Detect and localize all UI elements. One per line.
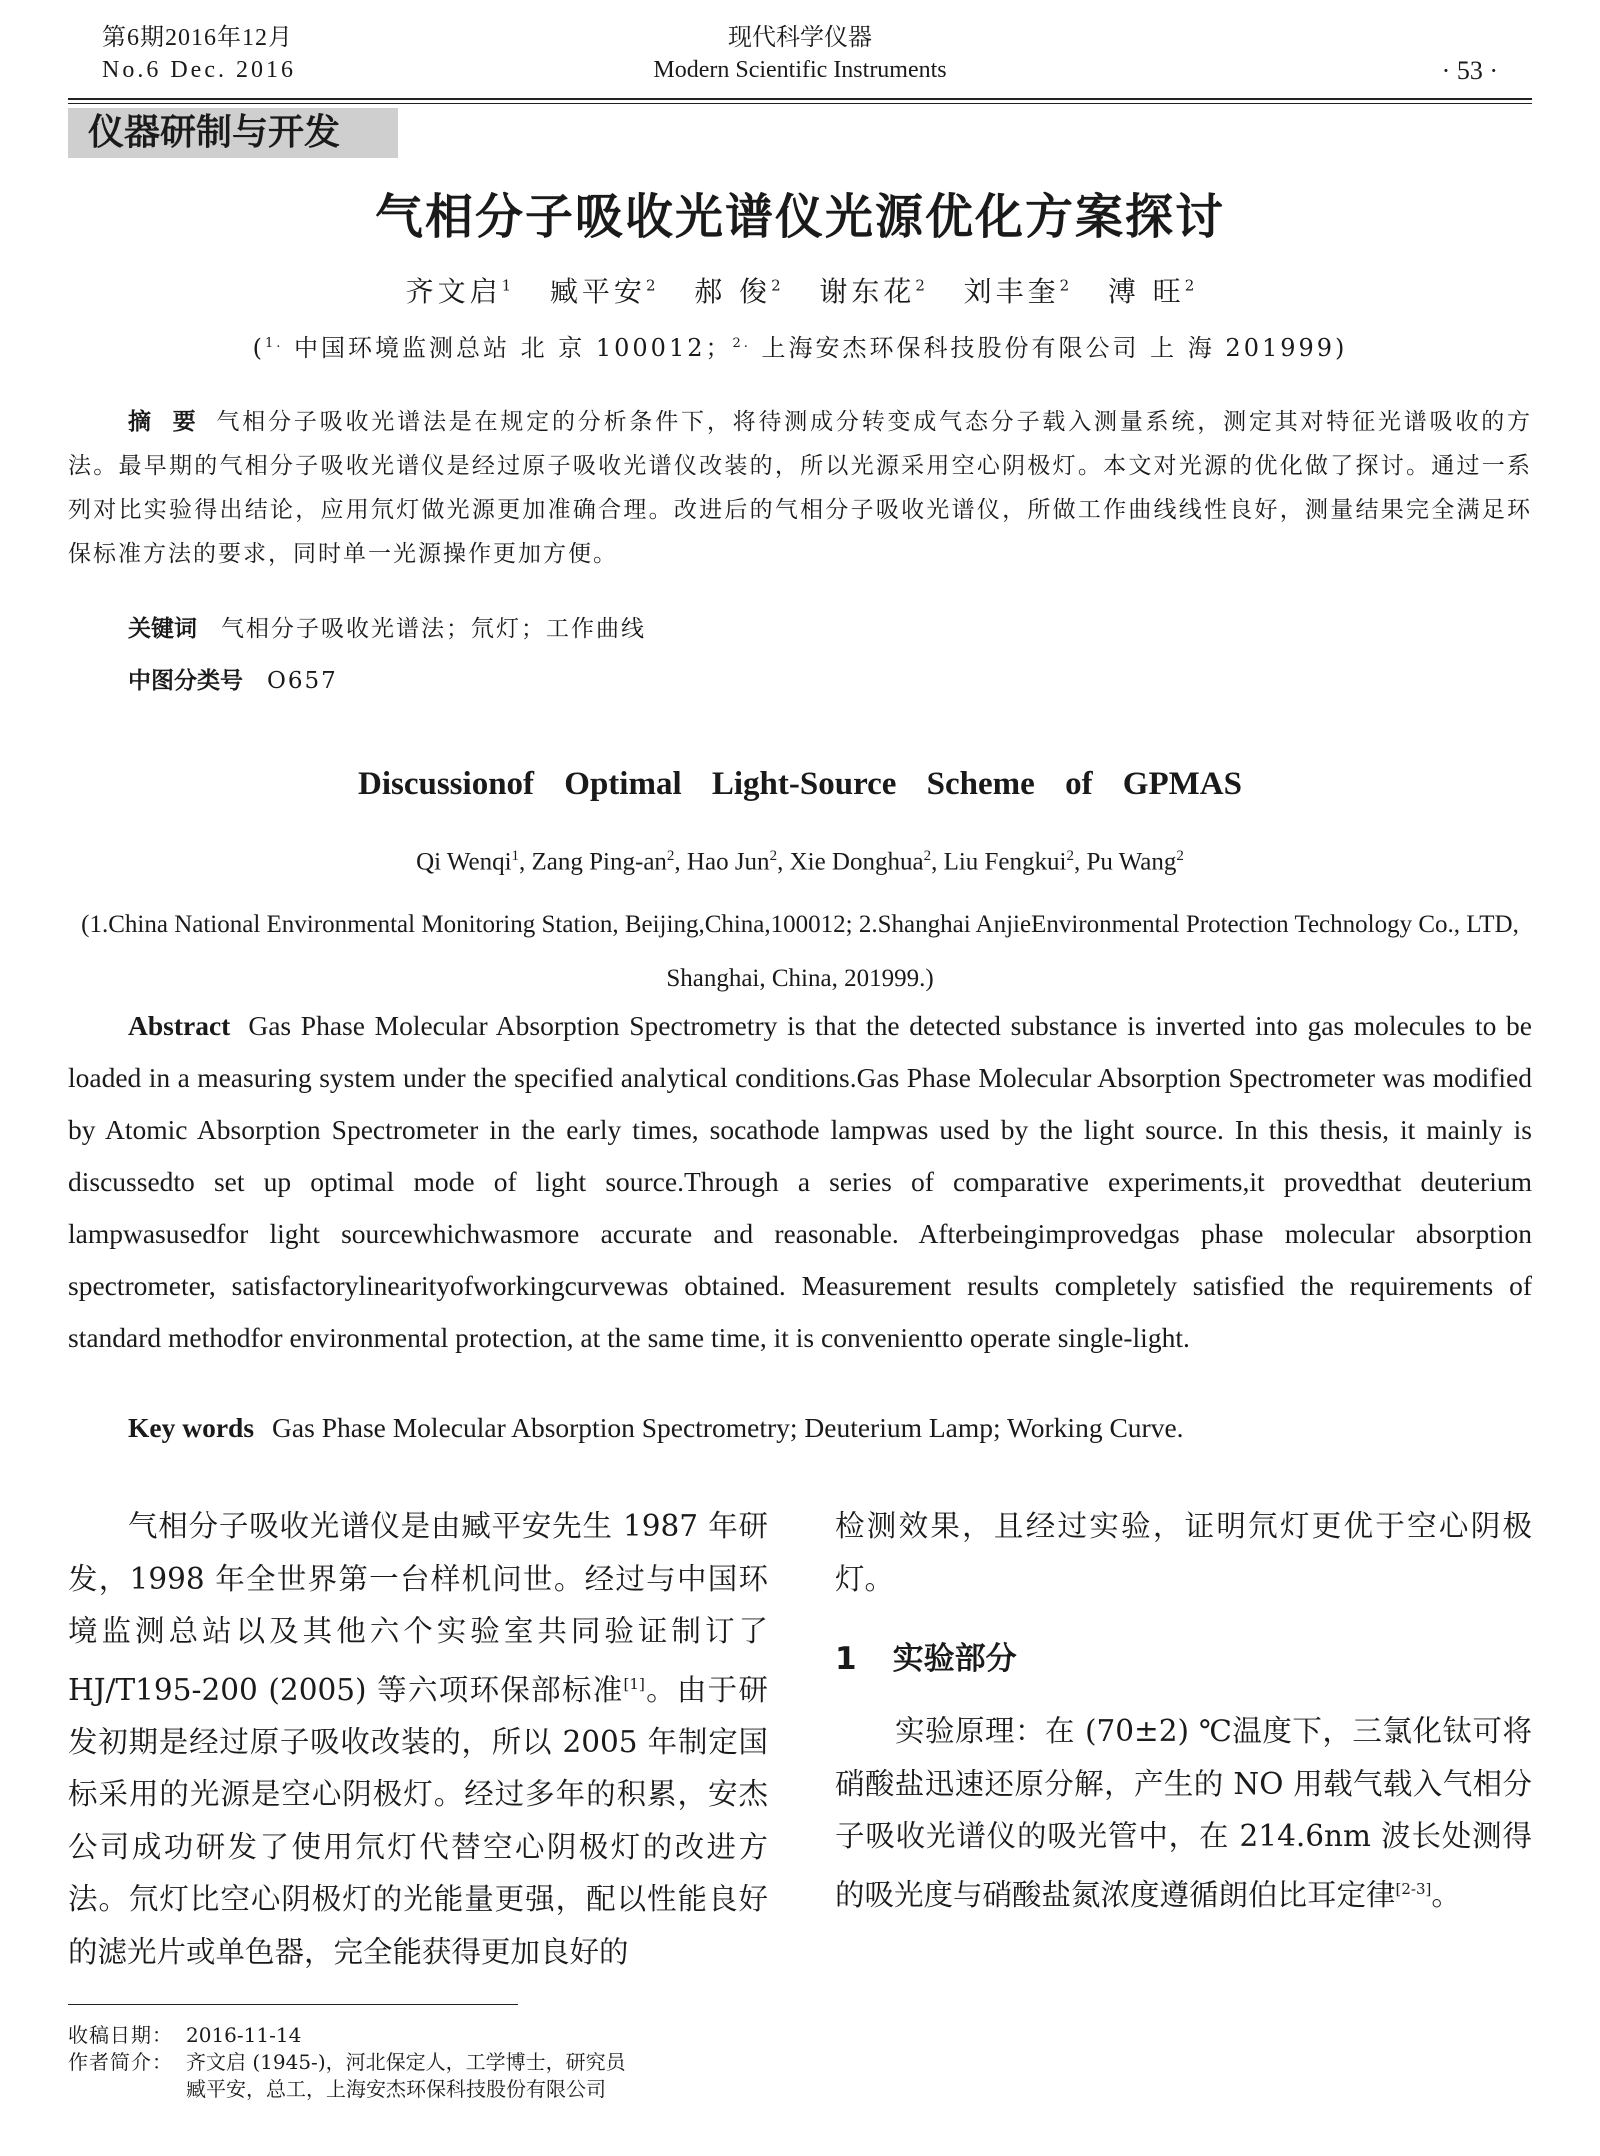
- author-en-sup: 2: [769, 848, 778, 864]
- body-left-column: [68, 1500, 768, 1978]
- author: 齐文启: [405, 275, 502, 308]
- paper-title-cn: 气相分子吸收光谱仪光源优化方案探讨: [374, 189, 1225, 245]
- received-label: 收稿日期：: [68, 2023, 173, 2047]
- author-en: Xie Donghua: [789, 848, 924, 876]
- abstract-en-text: Gas Phase Molecular Absorption Spectrometry is that the detected substance is inverted into gas molecules to be loaded in a measuring system under the specified analytical conditions.Gas Phase Molecular Absorption Spectrometer was modified by Atomic Absorption Spectrometer in the early times, socathode lampwas used by the light source. In this thesis, it mainly is discussedto set up optimal mode of light source.Through a series of comparative experiments,it provedthat deuterium lampwasusedfor light sourcewhichwasmore accurate and reasonable. Afterbeingimprovedgas phase molecular absorption spectrometer, satisfactorylinearityofworkingcurvewas obtained. Measurement results completely satisfied the requirements of standard methodfor environmental protection, at the same time, it is convenientto operate single-light.: [68, 1010, 1532, 1353]
- principle-text-end: 。: [1431, 1877, 1461, 1912]
- abstract-en-label: Abstract: [128, 1010, 231, 1041]
- authors-en: [0, 848, 1600, 876]
- footnote-rule: [68, 2004, 518, 2005]
- classification-label: 中图分类号: [128, 668, 243, 694]
- section-number: 1: [835, 1641, 857, 1677]
- citation-1: [1]: [623, 1674, 645, 1693]
- author-sep: ,: [519, 848, 532, 876]
- author-bio-1: 齐文启 (1945-)，河北保定人，工学博士，研究员: [186, 2050, 626, 2074]
- received-date: 2016-11-14: [186, 2023, 302, 2047]
- body-right-paragraph: [835, 1705, 1532, 1921]
- keywords-en-text: Gas Phase Molecular Absorption Spectrometry; Deuterium Lamp; Working Curve.: [272, 1412, 1184, 1443]
- issue-info: [102, 22, 296, 86]
- author: 谢东花: [819, 275, 916, 308]
- keywords-en: [128, 1412, 1184, 1444]
- author-en: Liu Fengkui: [943, 848, 1067, 876]
- abstract-en: [68, 1000, 1532, 1364]
- keywords-en-label: Key words: [128, 1412, 255, 1443]
- author-sup: 2: [645, 276, 656, 295]
- section-heading: [835, 1633, 1017, 1678]
- author-en: Zang Ping-an: [531, 848, 667, 876]
- author-sup: 2: [1184, 276, 1195, 295]
- author: 溥 旺: [1107, 275, 1185, 308]
- author-en-sup: 2: [1066, 848, 1074, 864]
- section-tag: 仪器研制与开发: [68, 108, 398, 158]
- classification-code: O657: [267, 668, 338, 694]
- affil-sup-2: 2.: [732, 336, 751, 351]
- author-sup: 2: [915, 276, 925, 295]
- header-rule-thick: [68, 98, 1532, 100]
- author-en: Pu Wang: [1086, 848, 1177, 876]
- author: 郝 俊: [694, 275, 772, 308]
- section-title: 实验部分: [892, 1641, 1017, 1677]
- author-sup: 2: [1059, 276, 1070, 295]
- author-sep: ,: [931, 848, 944, 876]
- affil-text-1: 中国环境监测总站 北 京 100012；: [283, 334, 733, 362]
- keywords-cn-text: 气相分子吸收光谱法；氘灯；工作曲线: [221, 616, 646, 642]
- footnote: [68, 2022, 626, 2103]
- issue-en: No.6 Dec. 2016: [102, 57, 296, 83]
- abstract-cn: [68, 400, 1532, 576]
- author-en-sup: 2: [923, 848, 932, 864]
- principle-text: 实验原理：在 (70±2) ℃温度下，三氯化钛可将硝酸盐迅速还原分解，产生的 NO 用载气载入气相分子吸收光谱仪的吸光管中，在 214.6nm 波长处测得的吸光度与硝酸盐氮浓度遵循朗伯比耳定律: [835, 1714, 1532, 1912]
- paper-title-en: Discussionof Optimal Light-Source Scheme of GPMAS: [358, 766, 1242, 802]
- abstract-cn-label: 摘 要: [128, 409, 203, 435]
- author-en-sup: 2: [1176, 848, 1184, 864]
- issue-cn: 第6期2016年12月: [102, 25, 293, 51]
- author-bio-label: 作者简介：: [68, 2050, 173, 2074]
- keywords-cn-label: 关键词: [128, 616, 197, 642]
- journal-cn: 现代科学仪器: [728, 25, 872, 51]
- author-sup: 2: [771, 276, 781, 295]
- affil-sup-1: 1.: [264, 336, 284, 351]
- author-sep: ,: [1073, 848, 1087, 876]
- author: 刘丰奎: [963, 275, 1060, 308]
- keywords-cn: [128, 610, 646, 643]
- author-en-sup: 2: [666, 848, 675, 864]
- page-number: · 53 ·: [1441, 56, 1498, 85]
- body-left-text-b: 。由于研发初期是经过原子吸收改装的，所以 2005 年制定国标采用的光源是空心阴极灯。经过多年的积累，安杰公司成功研发了使用氘灯代替空心阴极灯的改进方法。氘灯比空心阴极灯的光能量更强，配以性能良好的滤光片或单色器，完全能获得更加良好的: [68, 1672, 768, 1969]
- author-sep: ,: [777, 848, 790, 876]
- author-en: Hao Jun: [686, 848, 770, 876]
- affiliation-en: (1.China National Environmental Monitoring Station, Beijing,China,100012; 2.Shanghai AnjieEnvironmental Protection Technology Co., LTD, Shanghai, China, 201999.): [81, 911, 1519, 992]
- author-sep: ,: [674, 848, 687, 876]
- header-rule-thin: [68, 103, 1532, 104]
- affiliation-cn: [0, 328, 1600, 363]
- author-en: Qi Wenqi: [416, 848, 512, 876]
- affil-text-2: 上海安杰环保科技股份有限公司 上 海 201999): [750, 334, 1348, 362]
- journal-name: [560, 22, 1040, 86]
- footnote-author: [68, 2049, 626, 2076]
- author-en-sup: 1: [511, 848, 520, 864]
- author-sup: 1: [501, 276, 512, 295]
- author: 臧平安: [549, 275, 646, 308]
- abstract-cn-text: 气相分子吸收光谱法是在规定的分析条件下，将待测成分转变成气态分子载入测量系统，测定其对特征光谱吸收的方法。最早期的气相分子吸收光谱仪是经过原子吸收光谱仪改装的，所以光源采用空心阴极灯。本文对光源的优化做了探讨。通过一系列对比实验得出结论，应用氘灯做光源更加准确合理。改进后的气相分子吸收光谱仪，所做工作曲线线性良好，测量结果完全满足环保标准方法的要求，同时单一光源操作更加方便。: [68, 409, 1533, 567]
- citation-2-3: [2-3]: [1395, 1879, 1432, 1898]
- author-bio-2: 臧平安，总工，上海安杰环保科技股份有限公司: [186, 2077, 606, 2101]
- authors-cn: [0, 270, 1600, 310]
- journal-en: Modern Scientific Instruments: [653, 57, 947, 83]
- body-right-continuation: 检测效果，且经过实验，证明氘灯更优于空心阴极灯。: [835, 1509, 1532, 1596]
- footnote-received: [68, 2022, 626, 2049]
- affil-open: (: [252, 334, 265, 362]
- classification: [128, 662, 338, 695]
- body-left-text-a: 气相分子吸收光谱仪是由臧平安先生 1987 年研发，1998 年全世界第一台样机问世。经过与中国环境监测总站以及其他六个实验室共同验证制订了HJ/T195-200 (2005) 等六项环保部标准: [68, 1509, 768, 1707]
